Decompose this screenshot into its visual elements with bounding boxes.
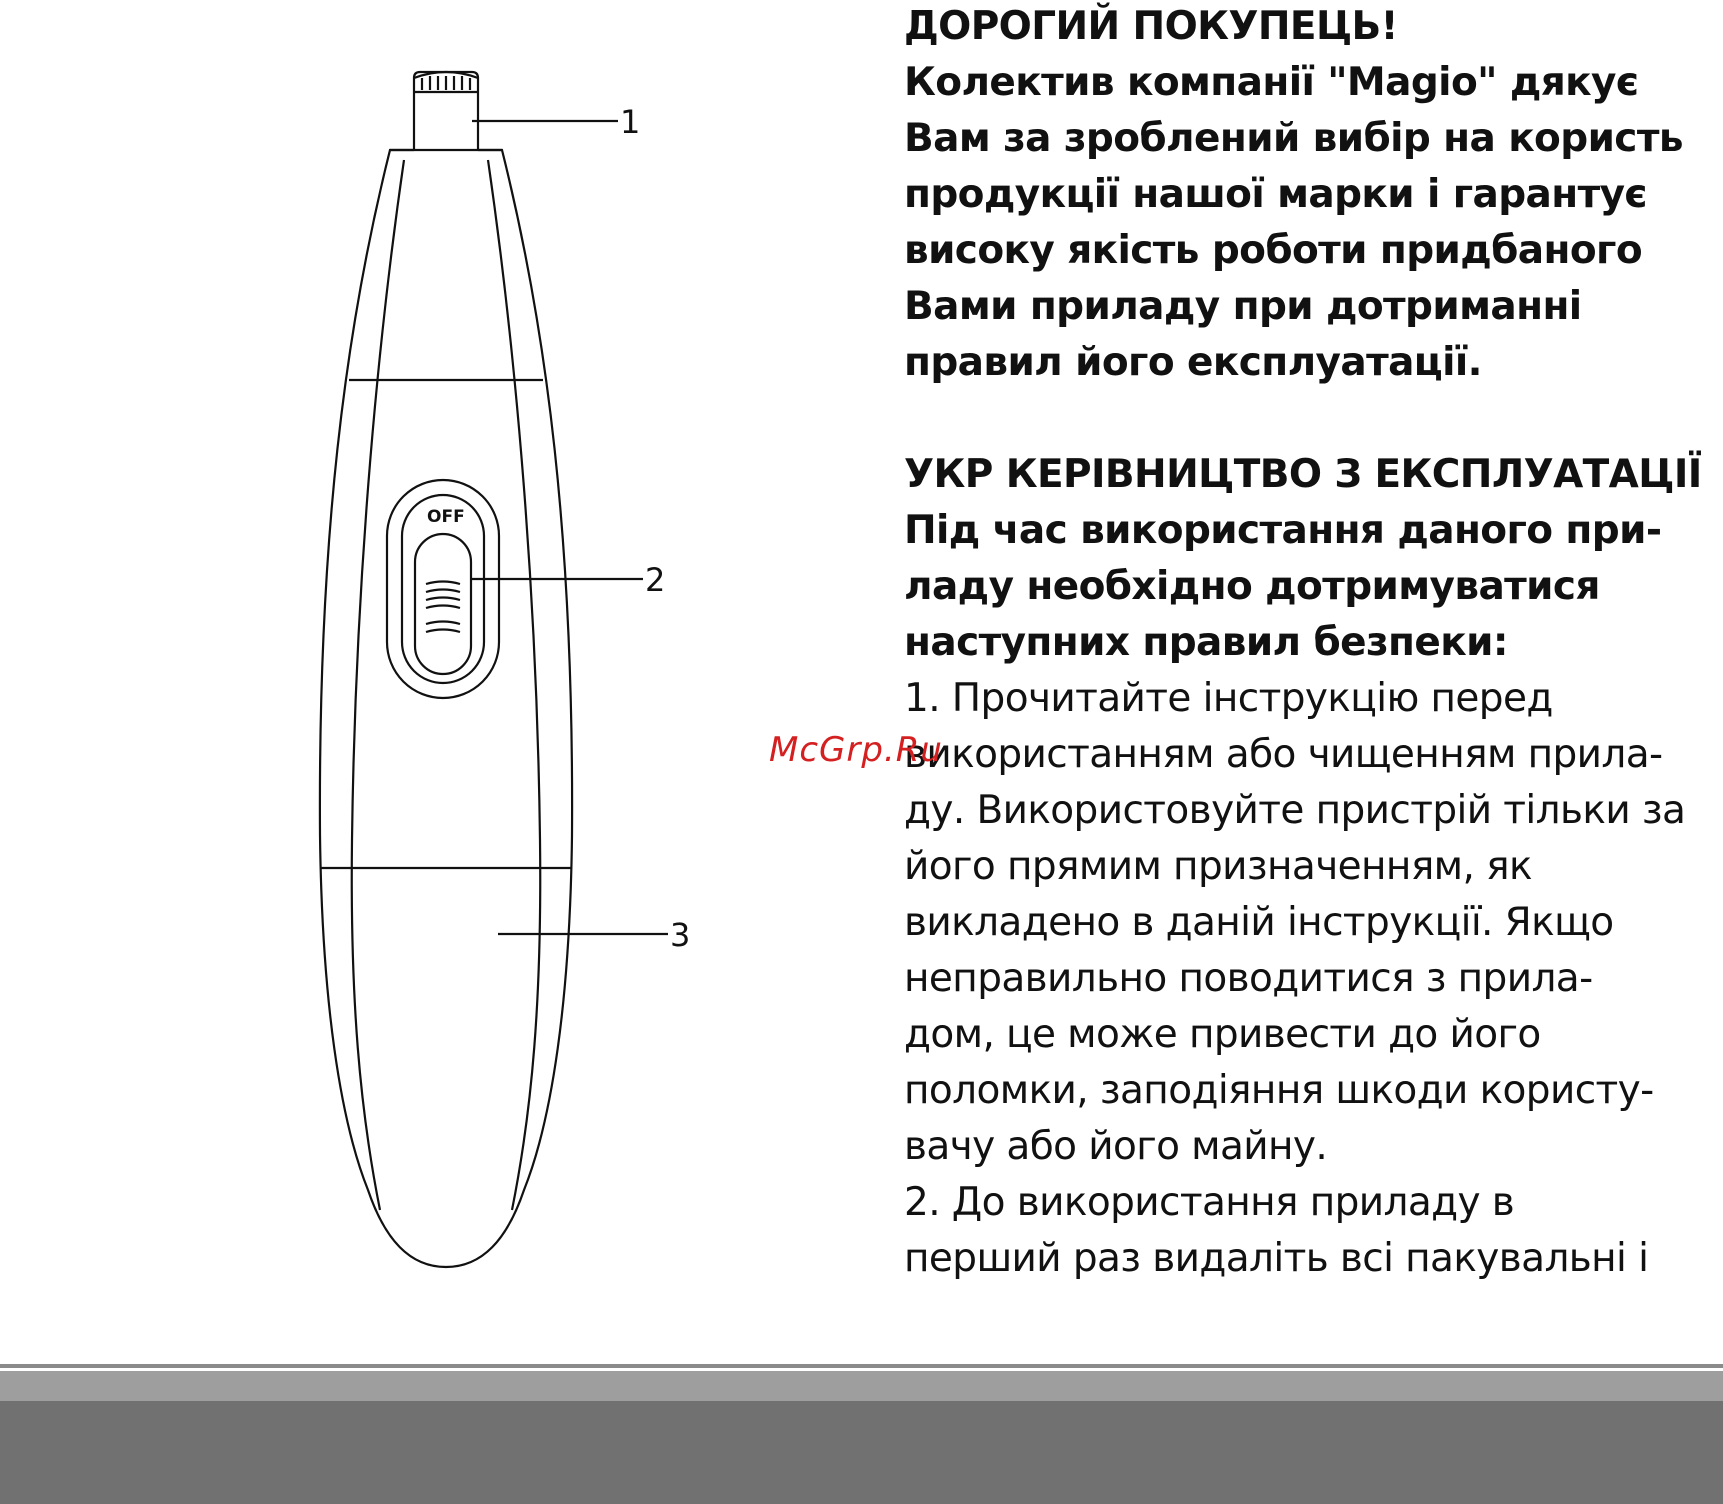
intro-line: наступних правил безпеки: [904,620,1508,665]
greeting-line: правил його експлуатації. [904,340,1482,385]
greeting-line: Вам за зроблений вибір на користь [904,116,1683,161]
body-line: неправильно поводитися з прила- [904,956,1593,1001]
body-line: дом, це може привести до його [904,1012,1541,1057]
callout-3: 3 [670,916,691,954]
footer-rule [0,1364,1723,1368]
body-line: 1. Прочитайте інструкцію перед [904,676,1553,721]
body-line: використанням або чищенням прила- [904,732,1663,777]
greeting-line: високу якість роботи придбаного [904,228,1643,273]
intro-line: Під час використання даного при- [904,508,1662,553]
trimmer-body [320,150,572,1267]
body-line: ду. Використовуйте пристрій тільки за [904,788,1686,833]
footer-band-light [0,1371,1723,1401]
manual-heading: УКР КЕРІВНИЦТВО З ЕКСПЛУАТАЦІЇ [904,452,1702,497]
power-switch [387,480,499,698]
greeting-line: Колектив компанії "Magio" дякує [904,60,1639,105]
body-line: вачу або його майну. [904,1124,1328,1169]
greeting-line: Вами приладу при дотриманні [904,284,1582,329]
trimmer-illustration [0,0,760,1360]
greeting-title: ДОРОГИЙ ПОКУПЕЦЬ! [904,4,1398,49]
intro-line: ладу необхідно дотримуватися [904,564,1600,609]
watermark: McGrp.Ru [769,730,943,770]
paragraph-gap [904,391,1704,447]
callout-1: 1 [620,103,641,141]
trimmer-head [414,72,478,150]
greeting-line: продукції нашої марки і гарантує [904,172,1647,217]
body-line: викладено в даній інструкції. Якщо [904,900,1614,945]
body-line: поломки, заподіяння шкоди користу- [904,1068,1654,1113]
body-line: перший раз видаліть всі пакувальні і [904,1236,1649,1281]
callout-2: 2 [645,561,666,599]
text-column [904,0,1704,1287]
body-line: 2. До використання приладу в [904,1180,1515,1225]
body-line: його прямим призначенням, як [904,844,1532,889]
footer-band-dark [0,1401,1723,1504]
switch-off-label: OFF [427,507,465,527]
